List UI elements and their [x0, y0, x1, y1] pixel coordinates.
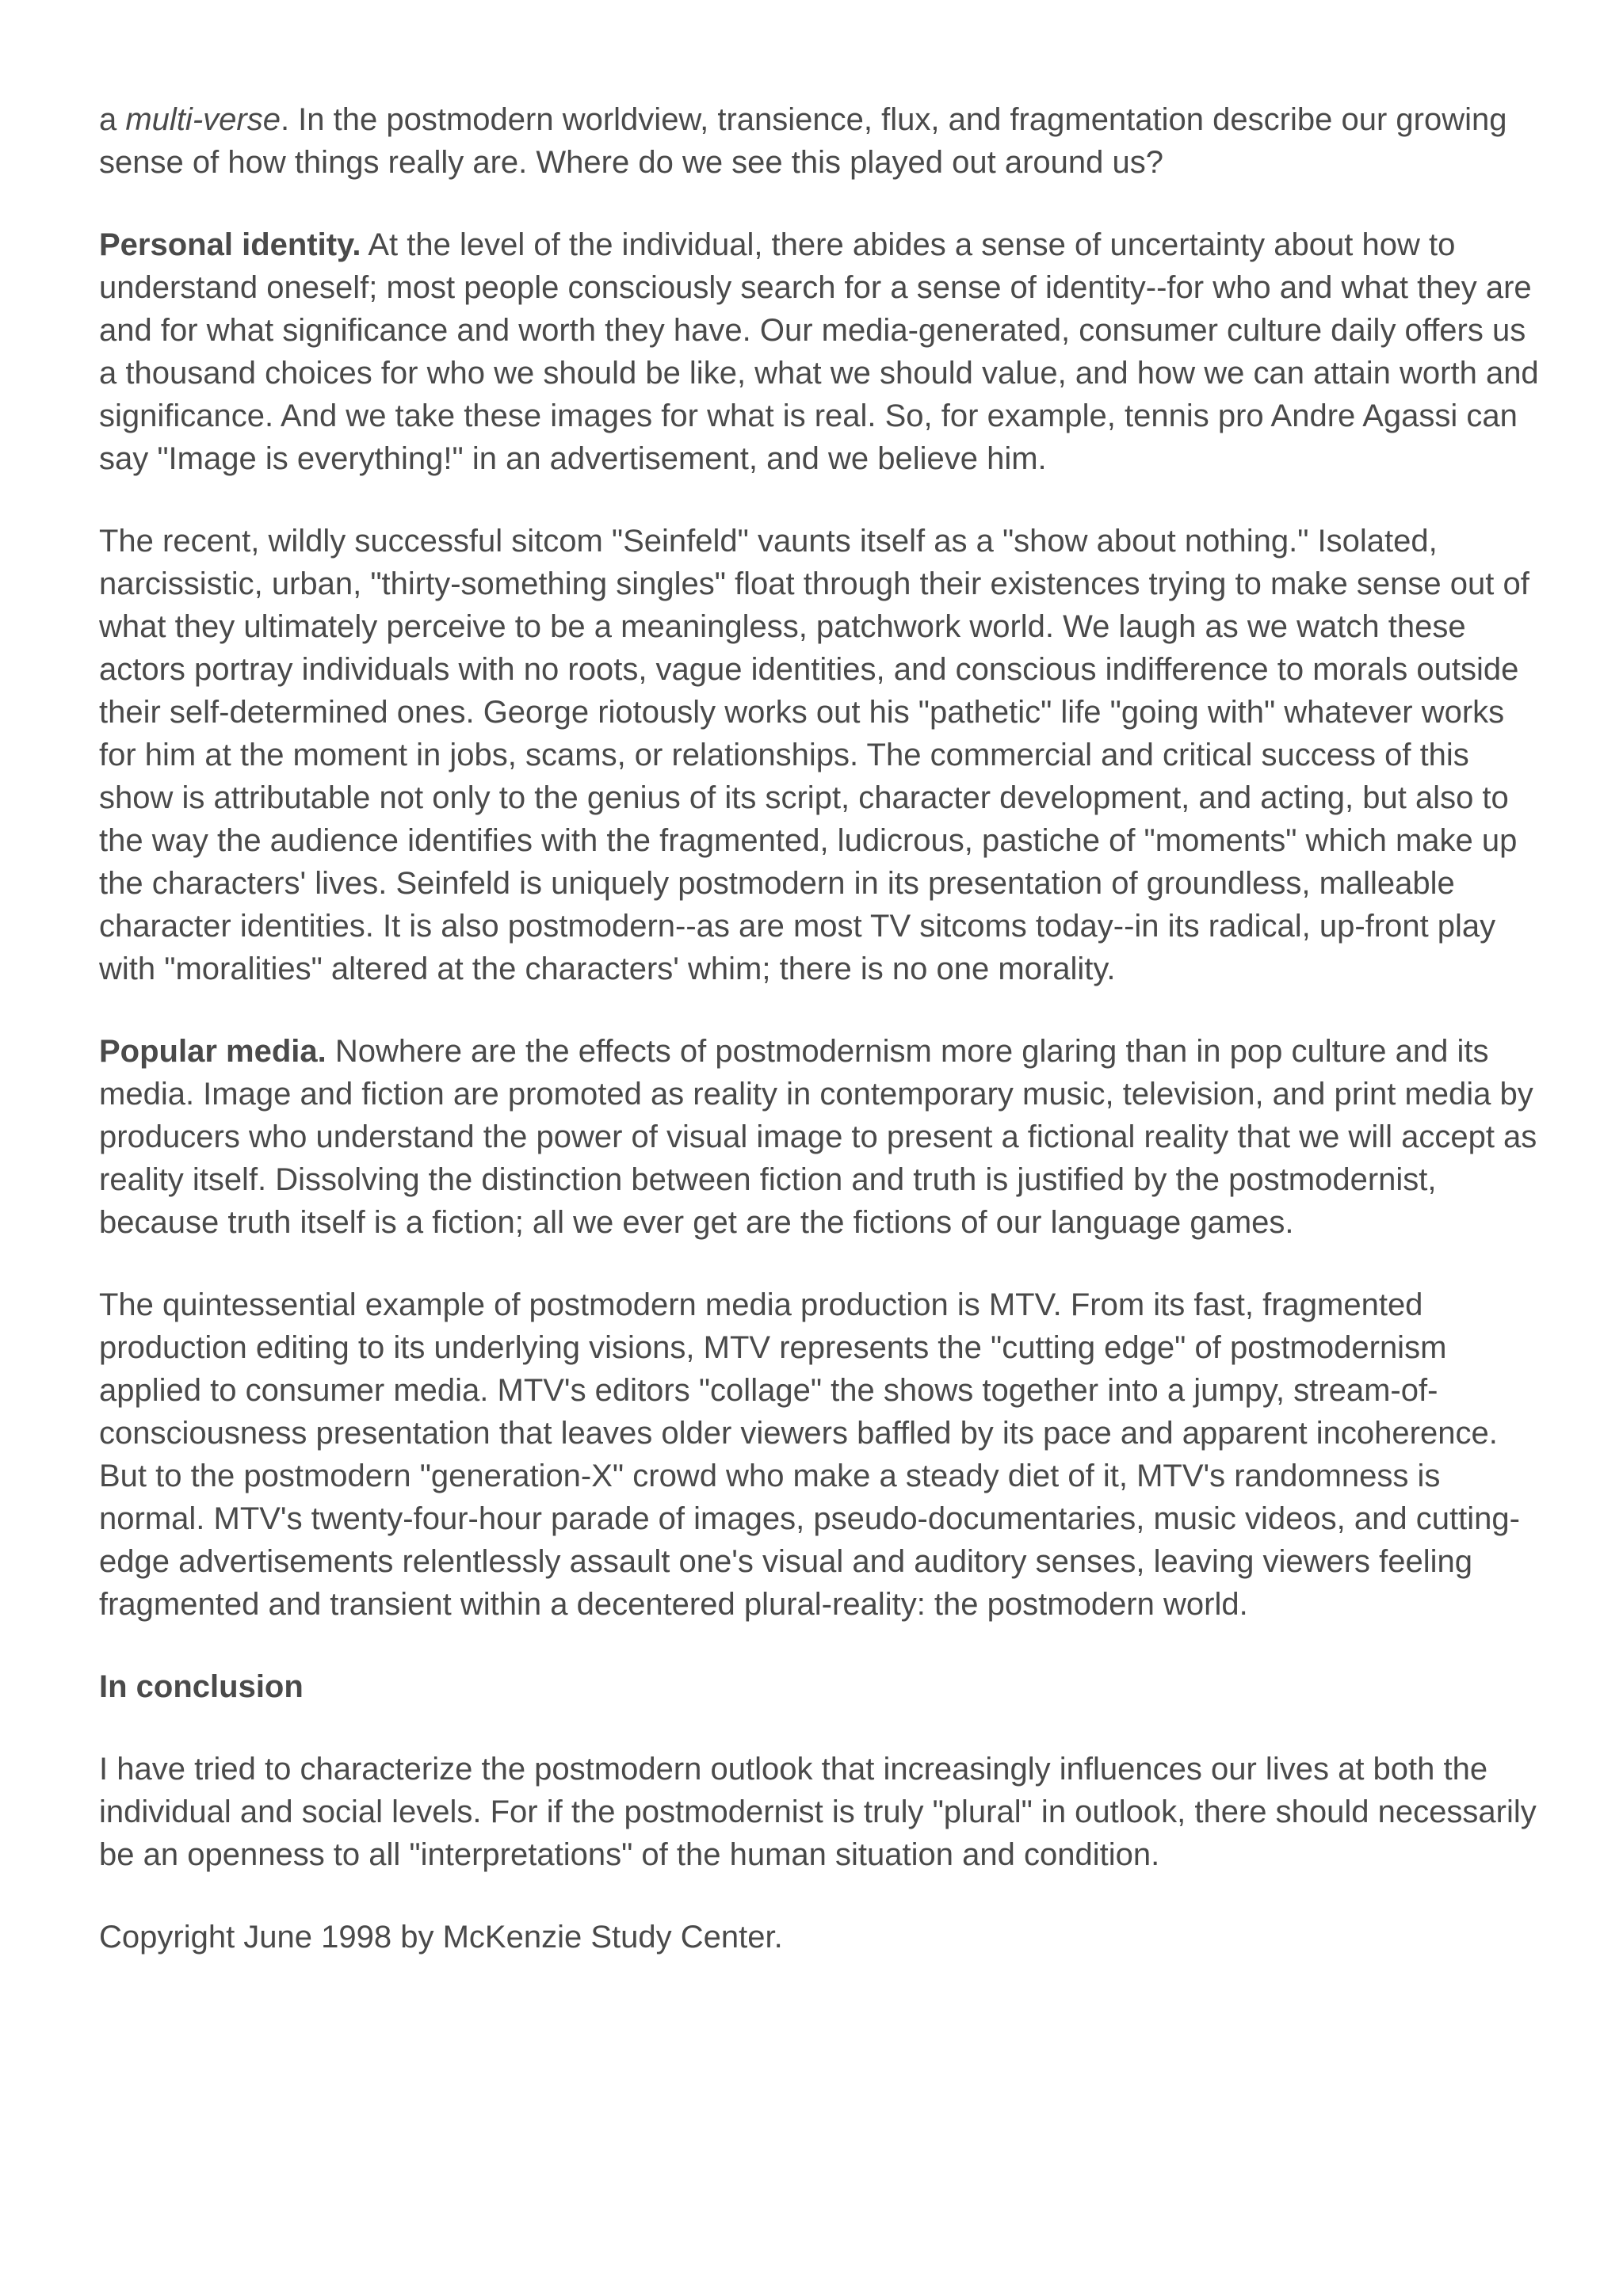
document-page: [99, 98, 1549, 1998]
paragraph-mtv: The quintessential example of postmodern media production is MTV. From its fast, fragmented production editing to its underlying visions, MTV represents the "cutting edge" of postmodernism applied to consumer media. MTV's editors "collage" the shows together into a jumpy, stream-of-consciousness presentation that leaves older viewers baffled by its pace and apparent incoherence. But to the postmodern "generation-X" crowd who make a steady diet of it, MTV's randomness is normal. MTV's twenty-four-hour parade of images, pseudo-documentaries, music videos, and cutting-edge advertisements relentlessly assault one's visual and auditory senses, leaving viewers feeling fragmented and transient within a decentered plural-reality: the postmodern world.: [99, 1287, 1520, 1622]
paragraph-popular-media: [99, 1030, 1549, 1244]
multiverse-term: multi-verse: [125, 102, 281, 137]
popular-media-text: Nowhere are the effects of postmodernism more glaring than in pop culture and its media. Image and fiction are promoted as reality in contemporary music, television, and print media by producers who understand the power of visual image to present a fictional reality that we will accept as reality itself. Dissolving the distinction between fiction and truth is justified by the postmodernist, because truth itself is a fiction; all we ever get are the fictions of our language games.: [99, 1034, 1537, 1240]
paragraph-rest: . In the postmodern worldview, transience, flux, and fragmentation describe our growing sense of how things really are. Where do we see this played out around us?: [99, 102, 1507, 180]
personal-identity-text: At the level of the individual, there abides a sense of uncertainty about how to understand oneself; most people consciously search for a sense of identity--for who and what they are and for what significance and worth they have. Our media-generated, consumer culture daily offers us a thousand choices for who we should be like, what we should value, and how we can attain worth and significance. And we take these images for what is real. So, for example, tennis pro Andre Agassi can say "Image is everything!" in an advertisement, and we believe him.: [99, 227, 1539, 476]
paragraph-seinfeld: The recent, wildly successful sitcom "Seinfeld" vaunts itself as a "show about nothing." Isolated, narcissistic, urban, "thirty-something singles" float through their existences trying to make sense out of what they ultimately perceive to be a meaningless, patchwork world. We laugh as we watch these actors portray individuals with no roots, vague identities, and conscious indifference to morals outside their self-determined ones. George riotously works out his "pathetic" life "going with" whatever works for him at the moment in jobs, scams, or relationships. The commercial and critical success of this show is attributable not only to the genius of its script, character development, and acting, but also to the way the audience identifies with the fragmented, ludicrous, pastiche of "moments" which make up the characters' lives. Seinfeld is uniquely postmodern in its presentation of groundless, malleable character identities. It is also postmodern--as are most TV sitcoms today--in its radical, up-front play with "moralities" altered at the characters' whim; there is no one morality.: [99, 524, 1529, 986]
popular-media-heading: Popular media.: [99, 1034, 327, 1069]
paragraph-conclusion: I have tried to characterize the postmodern outlook that increasingly influences our lives at both the individual and social levels. For if the postmodernist is truly "plural" in outlook, there should necessarily be an openness to all "interpretations" of the human situation and condition.: [99, 1752, 1537, 1872]
paragraph-multiverse: [99, 98, 1549, 184]
personal-identity-heading: Personal identity.: [99, 227, 361, 262]
paragraph-lead: a: [99, 102, 126, 137]
conclusion-heading: In conclusion: [99, 1669, 304, 1704]
copyright-notice: Copyright June 1998 by McKenzie Study Center.: [99, 1920, 783, 1955]
paragraph-personal-identity: [99, 223, 1549, 480]
